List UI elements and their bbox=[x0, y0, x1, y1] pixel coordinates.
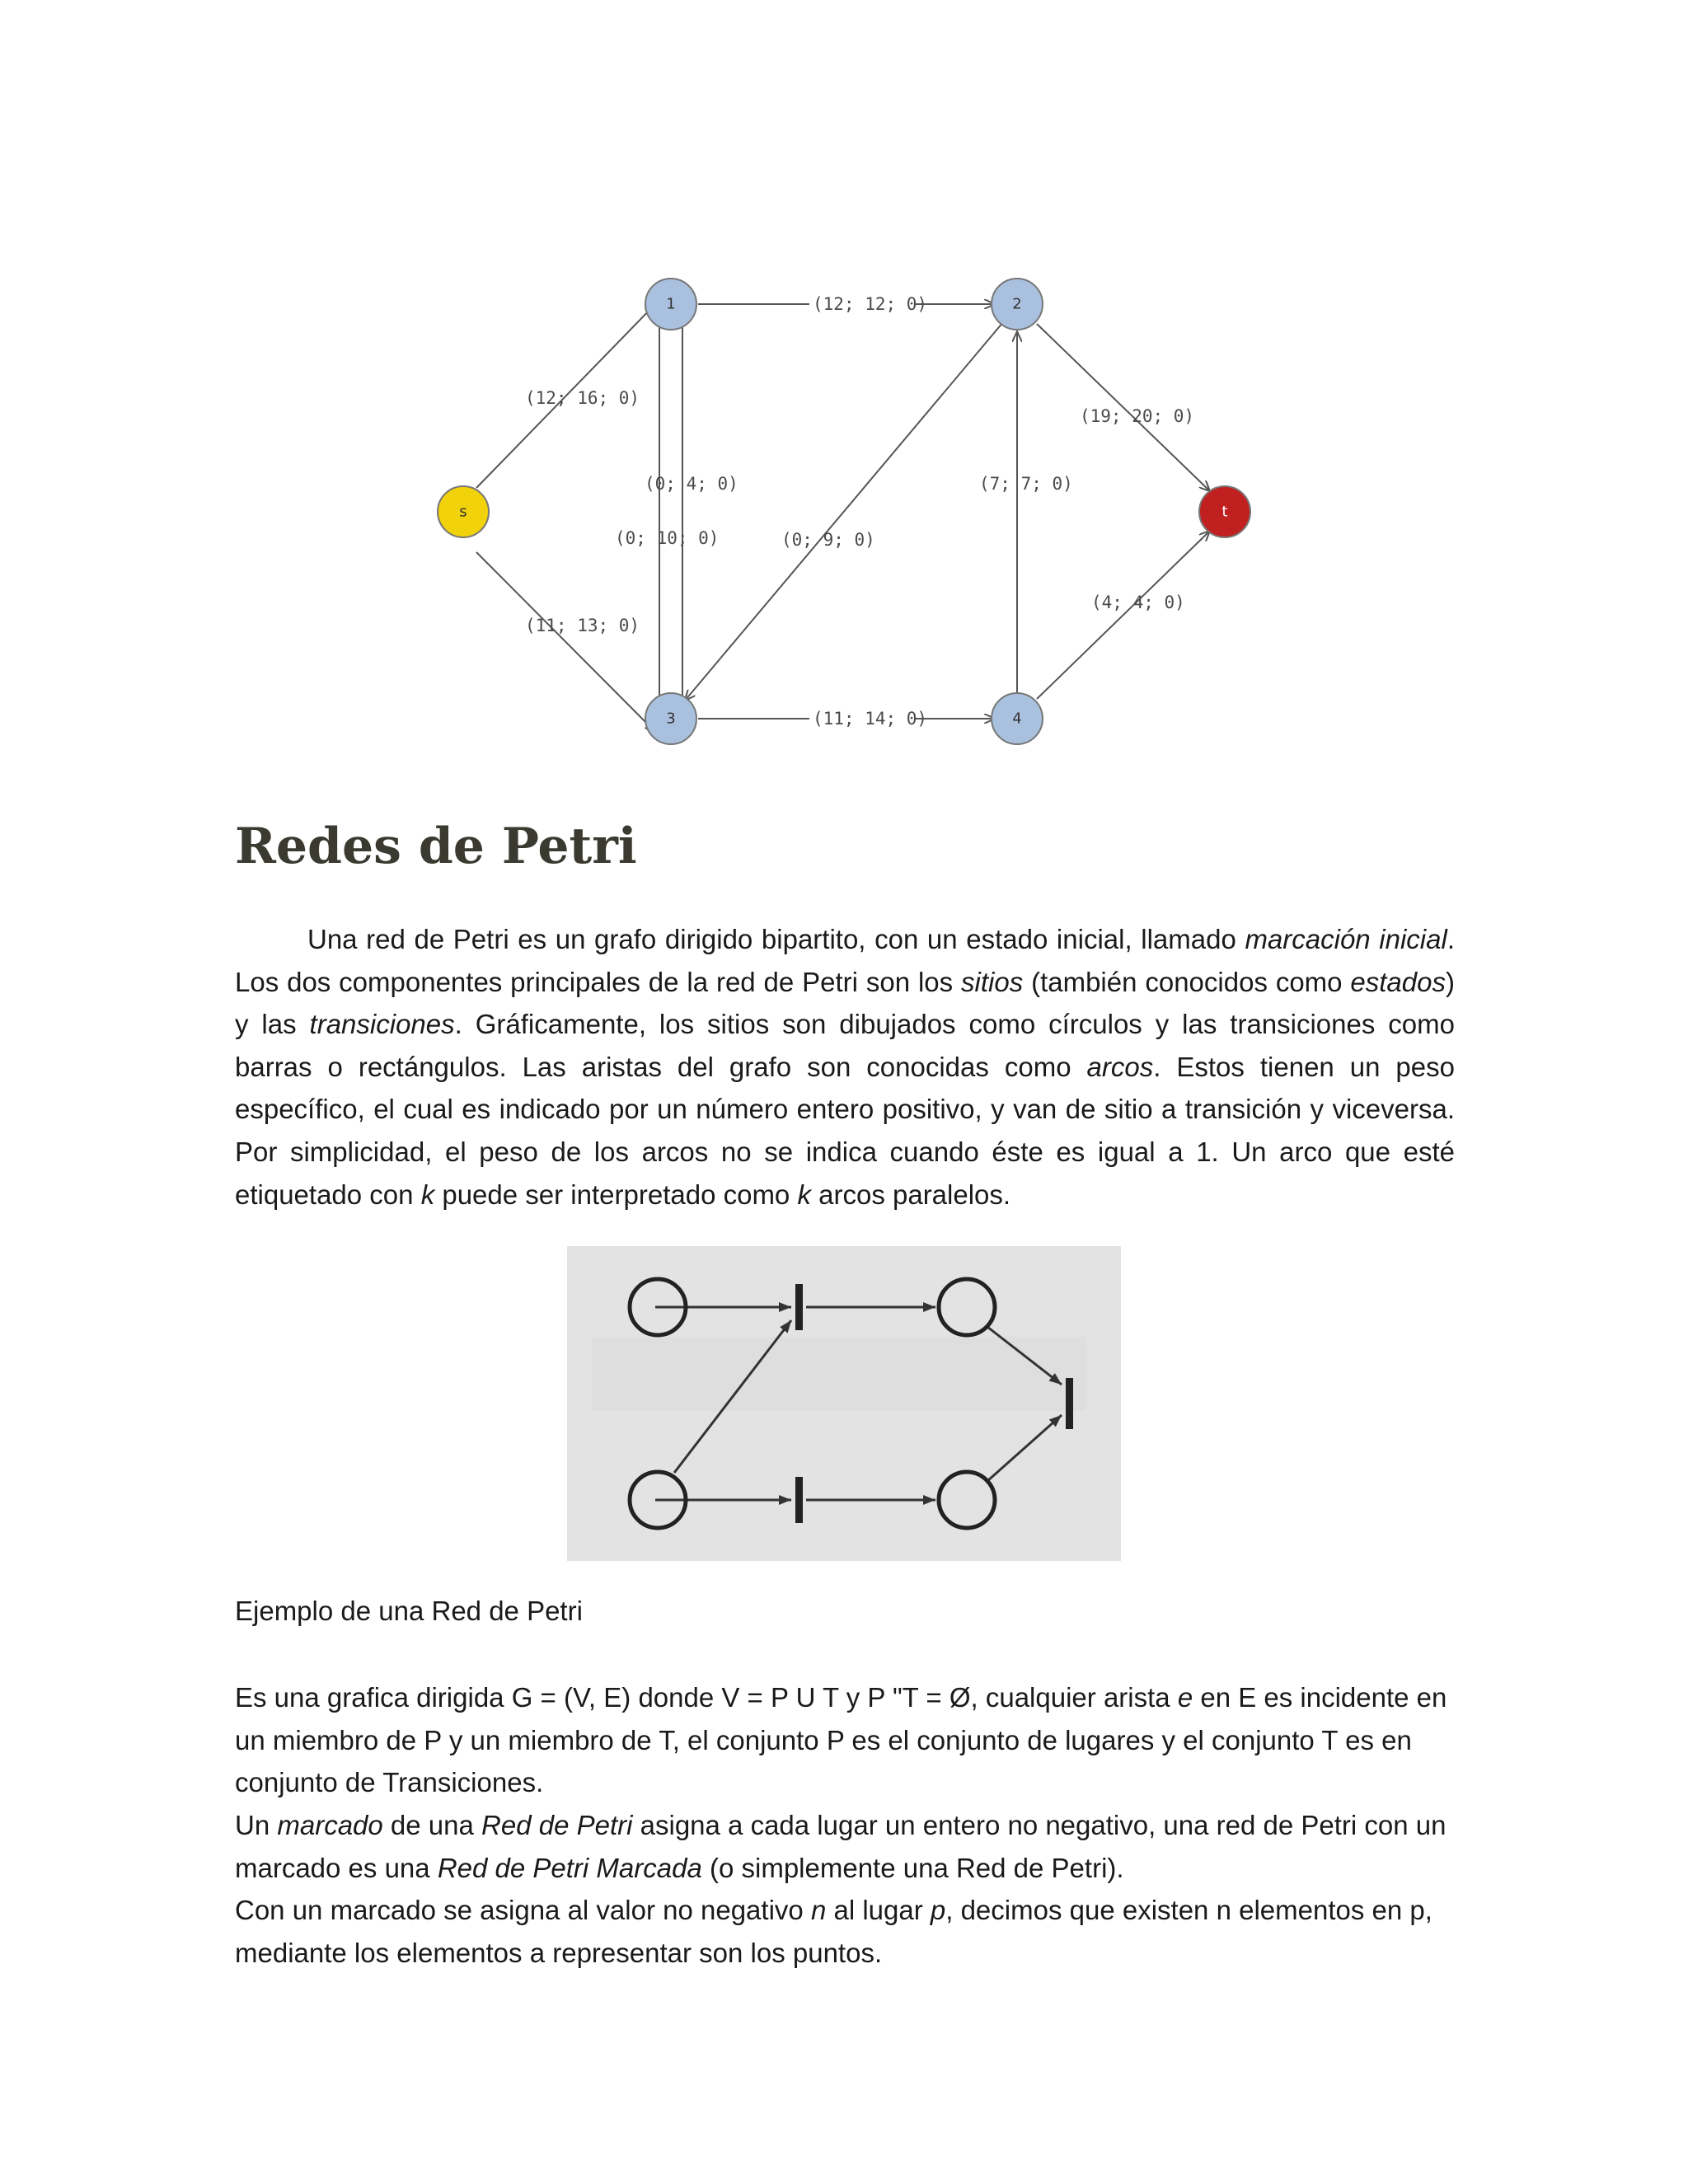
node-1 bbox=[645, 279, 696, 330]
edge-4-t bbox=[1037, 531, 1210, 699]
svg-text:3: 3 bbox=[666, 710, 676, 728]
edge-label-2-3: (0; 9; 0) bbox=[781, 530, 875, 550]
transition-bar bbox=[795, 1477, 803, 1523]
svg-text:4: 4 bbox=[1012, 710, 1022, 728]
edge-label-s-1: (12; 16; 0) bbox=[525, 388, 640, 408]
petri-net-example-image bbox=[567, 1246, 1121, 1561]
node-4 bbox=[992, 693, 1043, 744]
edge-2-3 bbox=[685, 322, 1003, 701]
section-title: Redes de Petri bbox=[235, 818, 637, 875]
paragraph-elements: Con un marcado se asigna al valor no negativo n al lugar p, decimos que existen n elementos en p, mediante los elementos a representar son los puntos. bbox=[235, 1895, 1432, 1968]
transition-bar bbox=[1066, 1378, 1073, 1429]
node-2 bbox=[992, 279, 1043, 330]
svg-text:s: s bbox=[459, 503, 467, 521]
node-3 bbox=[645, 693, 696, 744]
edge-label-4-2: (7; 7; 0) bbox=[979, 474, 1073, 494]
edge-label-4-t: (4; 4; 0) bbox=[1091, 593, 1185, 612]
edge-label-2-t: (19; 20; 0) bbox=[1080, 406, 1195, 426]
flow-network-graph bbox=[412, 264, 1319, 791]
node-s bbox=[438, 486, 489, 537]
node-t bbox=[1199, 486, 1250, 537]
svg-text:2: 2 bbox=[1012, 295, 1022, 313]
edge-label-1-2: (12; 12; 0) bbox=[813, 294, 928, 314]
edge-label-1-3: (0; 10; 0) bbox=[615, 528, 720, 548]
svg-text:1: 1 bbox=[666, 295, 676, 313]
paragraph-marking: Un marcado de una Red de Petri asigna a cada lugar un entero no negativo, una red de Petri con un marcado es una Red de Petri Marcada (o simplemente una Red de Petri). bbox=[235, 1810, 1447, 1883]
edge-label-3-1: (0; 4; 0) bbox=[645, 474, 738, 494]
edge-label-3-4: (11; 14; 0) bbox=[813, 709, 928, 729]
svg-text:t: t bbox=[1221, 503, 1228, 521]
paragraph-intro: Una red de Petri es un grafo dirigido bipartito, con un estado inicial, llamado marcación inicial. Los dos componentes principales de la red de Petri son los sitios (también conocidos como estados) y las transiciones. Gráficamente, los sitios son dibujados como círculos y las transiciones como barras o rectángulos. Las aristas del grafo son conocidas como arcos. Estos tienen un peso específico, el cual es indicado por un número entero positivo, y van de sitio a transición y viceversa. Por simplicidad, el peso de los arcos no se indica cuando éste es igual a 1. Un arco que esté etiquetado con k puede ser interpretado como k arcos paralelos. bbox=[235, 924, 1455, 1210]
edge-s-3 bbox=[476, 552, 655, 732]
edge-label-s-3: (11; 13; 0) bbox=[525, 616, 640, 635]
transition-bar bbox=[795, 1284, 803, 1330]
figure-caption: Ejemplo de una Red de Petri bbox=[235, 1596, 583, 1626]
paragraph-definition: Es una grafica dirigida G = (V, E) donde V = P U T y P "T = Ø, cualquier arista e en E es incidente en un miembro de P y un miembro de T, el conjunto P es el conjunto de lugares y el conjunto T es en conjunto de Transiciones. bbox=[235, 1682, 1447, 1798]
